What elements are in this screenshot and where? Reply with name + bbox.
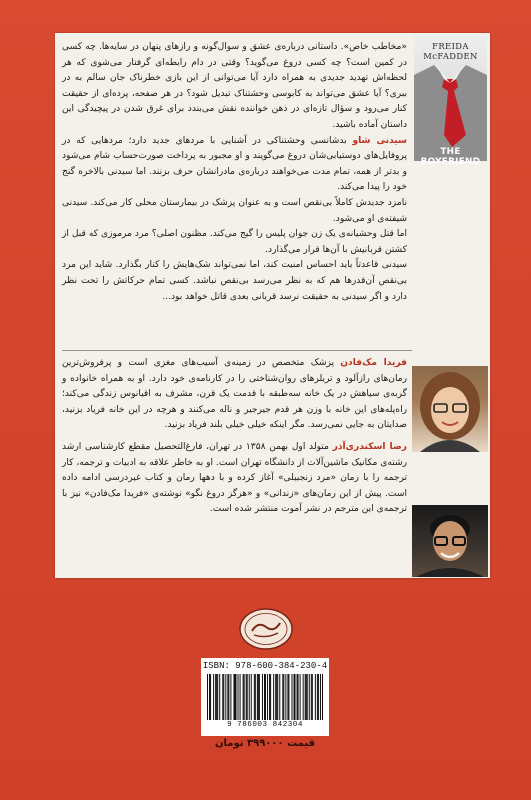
price-label: قیمت ۳۹۹۰۰۰ تومان [214, 738, 316, 749]
barcode-icon [207, 674, 323, 720]
translator-bio [62, 440, 407, 518]
translator-bio-text: متولد اول بهمن ۱۳۵۸ در تهران، فارغ‌التحصیل مقطع کارشناسی ارشد رشته‌ی مکانیک ماشین‌آلات از دانشگاه تهران است. او به خاطر علاقه به ادبیات و ترجمه، کار ترجمه را با رمان «مرد زنجبیلی» آغاز کرده و با دهها رمان و کتاب غیردرسی ادامه داده است. پیش از این رمان‌های «زندانی» و «هرگز دروغ نگو» نوشته‌ی «فریدا مک‌فادن» نیز با ترجمه‌ی این مترجم در نشر آموت منتشر شده است. [62, 441, 407, 515]
section-divider [62, 350, 412, 351]
barcode-area [201, 658, 329, 736]
author-photo [412, 366, 488, 452]
blurb-paragraph-4: اما قتل وحشیانه‌ی یک زن جوان پلیس را گیج می‌کند. مظنون اصلی؟ مرد مرموزی که قبل از کشتن قربانیش با آن‌ها قرار می‌گذارد. [62, 229, 407, 255]
necktie-icon [414, 35, 487, 161]
blurb-paragraph-3: نامزد جدیدش کاملاً بی‌نقص است و به عنوان پزشک در بیمارستان محلی کار می‌کند. سیدنی شیفته‌ی او می‌شود. [62, 197, 407, 224]
translator-name: رضا اسکندری‌آذر [332, 441, 407, 452]
thumbnail-author: FREIDA McFADDEN [423, 41, 478, 61]
blurb-character-name: سیدنی شاو [352, 135, 407, 146]
author-bio-text: پزشک متخصص در زمینه‌ی آسیب‌های مغزی است و پرفروش‌ترین رمان‌های رازآلود و تریلرهای روان‌شناختی را در کارنامه‌ی خود دارد. او به همراه خانواده و گربه‌ی سیاهش در یک خانه سه‌طبقه با قدمت یک قرن، مشرف به اقیانوس زندگی می‌کند؛ راه‌پله‌های این خانه با وزن هر قدم جیرجیر و ناله می‌کنند و هرچه در این خانه فریاد بزنید، صدایتان به جایی نمی‌رسد. مگر اینکه خیلی خیلی بلند فریاد بزنید. [62, 358, 407, 431]
isbn-number: ISBN: 978-600-384-230-4 [202, 661, 328, 671]
translator-photo [412, 505, 488, 577]
author-translator-bios [62, 356, 407, 518]
author-name: فریدا مک‌فادن [340, 358, 407, 368]
translator-portrait-icon [412, 505, 488, 577]
blurb-paragraph-5: سیدنی قاعدتاً باید احساس امنیت کند، اما نمی‌تواند شک‌هایش را کنار بگذارد. شاید این مرد بی‌نقص آن‌قدرها هم که به نظر می‌رسد بی‌نقص نباشد. کسی تمام حرکاتش را تحت نظر دارد و اگر سیدنی به حقیقت نرسد قربانی بعدی قاتل خواهد بود... [62, 260, 407, 302]
publisher-seal-icon [238, 607, 294, 651]
author-portrait-icon [412, 366, 488, 452]
thumbnail-title: THE BOYFRIEND [420, 147, 481, 167]
author-bio [62, 356, 407, 434]
blurb-paragraph-1: «مخاطب خاص». داستانی درباره‌ی عشق و سوال‌گونه و رازهای پنهان در سایه‌ها. چه کسی در کمین است؟ چه کسی دروغ می‌گوید؟ وقتی در دام رابطه‌ای گرفتار می‌شوی که هر لحظه‌اش تهدید جدیدی به همراه دارد آیا می‌توانی از این بازی خطرناک جان سالم به در ببری؟ آیا عشق می‌تواند به کابوسی وحشتناک تبدیل شود؟ در هر صفحه، پرده‌ای از حقیقت کنار می‌رود و سؤال تازه‌ای در ذهن خواننده نقش می‌بندد برای غرق شدن در پیچیدگی این داستان آماده باشید. [62, 42, 407, 130]
blurb-paragraph-2: بدشانسی وحشتناکی در آشنایی با مردهای جدید دارد؛ مردهایی که در پروفایل‌های دوستیابی‌شان دروغ می‌گویند و او مجبور به پرداخت صورت‌حساب شام می‌شود و بدتر از همه، تمام مدت می‌خواهند درباره‌ی مادرانشان حرف بزنند. اما سیدنی بالاخره گنج خود را پیدا می‌کند. [62, 135, 407, 193]
barcode-digits: 9 786003 842304 [227, 721, 303, 729]
book-cover-thumbnail [414, 35, 487, 167]
book-blurb [62, 40, 407, 345]
